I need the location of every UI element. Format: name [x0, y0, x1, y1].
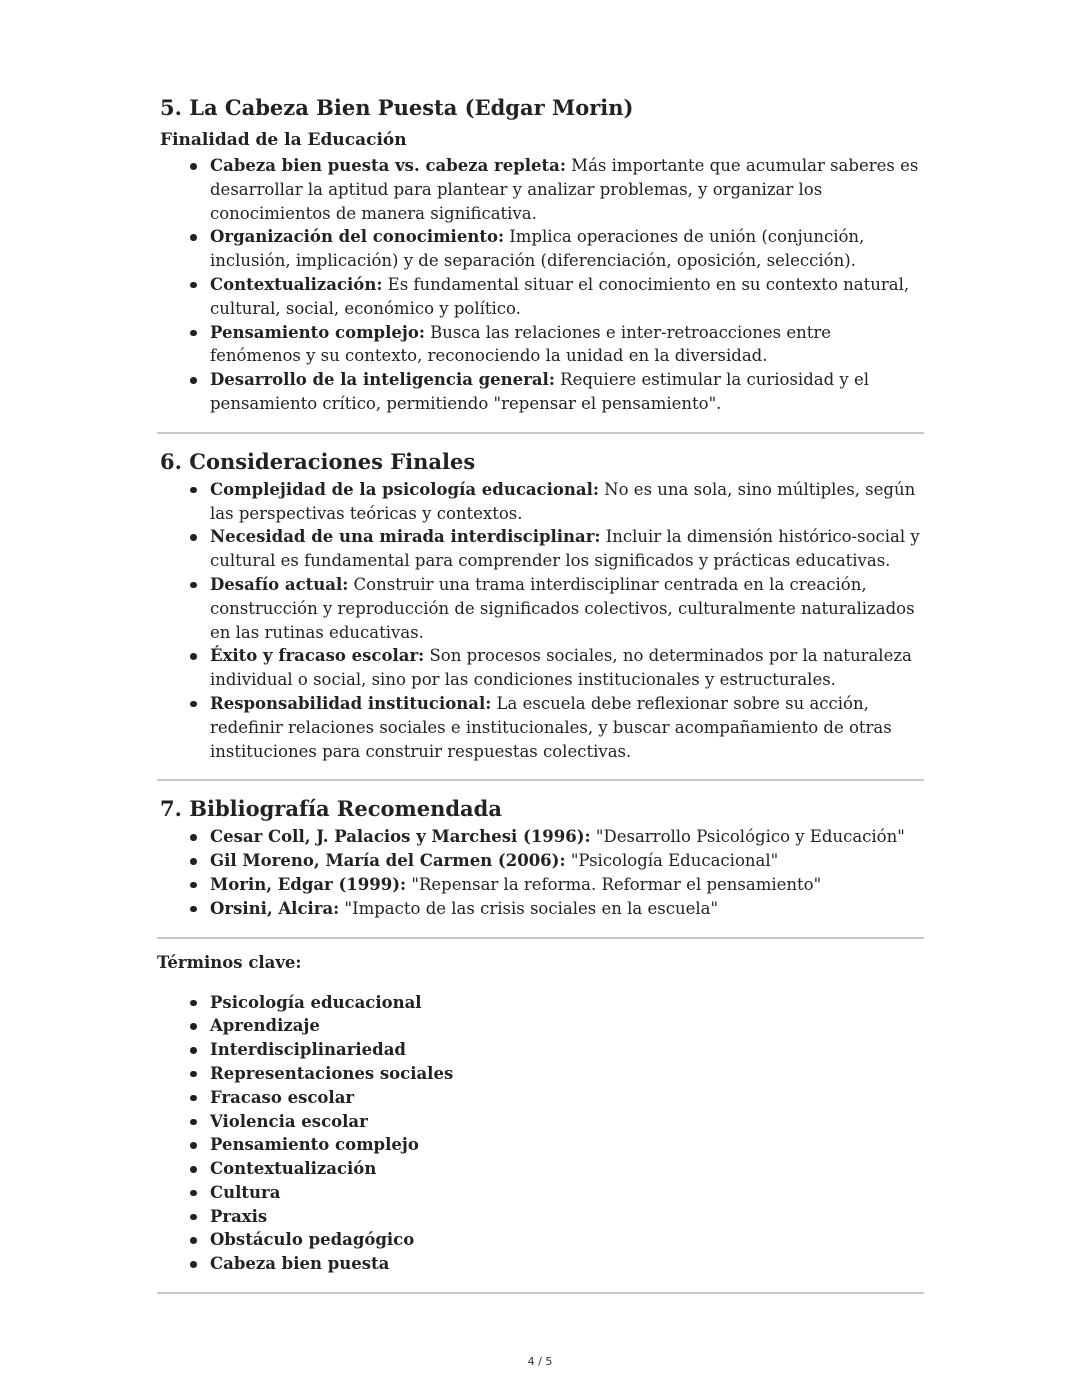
item-term: Responsabilidad institucional:	[210, 693, 492, 713]
section-5-list	[157, 154, 924, 416]
item-text: No es una sola, sino múltiples, según las perspectivas teóricas y contextos.	[210, 479, 916, 523]
keyword-item: Obstáculo pedagógico	[210, 1228, 924, 1252]
list-item	[210, 692, 924, 763]
item-text: "Psicología Educacional"	[565, 851, 779, 871]
keyword-item: Contextualización	[210, 1157, 924, 1181]
section-7-list	[157, 825, 924, 920]
section-7-title: 7. Bibliografía Recomendada	[160, 796, 502, 822]
keyword-item: Aprendizaje	[210, 1014, 924, 1038]
item-term: Orsini, Alcira:	[210, 898, 340, 918]
keyword-item: Representaciones sociales	[210, 1062, 924, 1086]
item-text: Busca las relaciones e inter-retroacciones entre fenómenos y su contexto, reconociendo la unidad en la diversidad.	[210, 322, 832, 366]
list-item	[210, 154, 924, 225]
keyword-item: Psicología educacional	[210, 991, 924, 1015]
item-term: Contextualización:	[210, 274, 383, 294]
item-text: "Impacto de las crisis sociales en la escuela"	[339, 898, 719, 918]
item-term: Cesar Coll, J. Palacios y Marchesi (1996):	[210, 827, 591, 847]
item-text: Son procesos sociales, no determinados por la naturaleza individual o social, sino por las condiciones institucionales y estructurales.	[210, 646, 912, 690]
item-text: Construir una trama interdisciplinar centrada en la creación, construcción y reproducción de significados colectivos, culturalmente naturalizados en las rutinas educativas.	[210, 574, 915, 642]
keywords-title: Términos clave:	[157, 952, 302, 972]
item-term: Morin, Edgar (1999):	[210, 874, 407, 894]
document-page	[157, 92, 924, 1294]
list-item	[210, 825, 924, 849]
section-divider	[157, 937, 924, 939]
list-item	[210, 273, 924, 321]
item-text: Incluir la dimensión histórico-social y cultural es fundamental para comprender los significados y prácticas educativas.	[210, 527, 920, 571]
item-text: Es fundamental situar el conocimiento en su contexto natural, cultural, social, económico y político.	[210, 274, 910, 318]
section-5-subtitle: Finalidad de la Educación	[160, 130, 407, 150]
section-5-title: 5. La Cabeza Bien Puesta (Edgar Morin)	[160, 95, 634, 120]
item-text: "Desarrollo Psicológico y Educación"	[590, 827, 905, 847]
keywords-list	[157, 991, 924, 1277]
keyword-item: Cabeza bien puesta	[210, 1252, 924, 1276]
keyword-item: Fracaso escolar	[210, 1086, 924, 1110]
section-6-title: 6. Consideraciones Finales	[160, 448, 476, 474]
item-term: Pensamiento complejo:	[210, 322, 425, 342]
list-item	[210, 644, 924, 692]
item-text: Requiere estimular la curiosidad y el pensamiento crítico, permitiendo "repensar el pensamiento".	[210, 370, 870, 413]
item-text: La escuela debe reflexionar sobre su acción, redefinir relaciones sociales e institucionales, y buscar acompañamiento de otras instituciones para construir respuestas colectivas.	[210, 693, 892, 761]
keyword-item: Interdisciplinariedad	[210, 1038, 924, 1062]
list-item	[210, 849, 924, 873]
list-item	[210, 873, 924, 897]
section-divider	[157, 432, 924, 434]
list-item	[210, 525, 924, 573]
keyword-item: Pensamiento complejo	[210, 1133, 924, 1157]
list-item	[210, 897, 924, 921]
item-term: Éxito y fracaso escolar:	[210, 646, 425, 666]
keyword-item: Cultura	[210, 1181, 924, 1205]
item-term: Cabeza bien puesta vs. cabeza repleta:	[210, 156, 566, 175]
keyword-item: Praxis	[210, 1205, 924, 1229]
section-divider	[157, 1292, 924, 1294]
item-term: Desarrollo de la inteligencia general:	[210, 370, 555, 390]
list-item	[210, 573, 924, 644]
item-text: Más importante que acumular saberes es desarrollar la aptitud para plantear y analizar problemas, y organizar los conocimientos de manera significativa.	[210, 156, 919, 223]
section-6-list	[157, 478, 924, 764]
keyword-item: Violencia escolar	[210, 1110, 924, 1134]
section-divider	[157, 779, 924, 781]
page-number: 4 / 5	[527, 1355, 553, 1368]
item-term: Desafío actual:	[210, 574, 349, 594]
item-text: Implica operaciones de unión (conjunción, inclusión, implicación) y de separación (diferenciación, oposición, selección).	[210, 227, 865, 271]
list-item	[210, 368, 924, 416]
item-term: Necesidad de una mirada interdisciplinar:	[210, 527, 601, 547]
item-term: Organización del conocimiento:	[210, 227, 505, 247]
list-item	[210, 321, 924, 369]
item-text: "Repensar la reforma. Reformar el pensamiento"	[406, 874, 822, 894]
list-item	[210, 225, 924, 273]
item-term: Complejidad de la psicología educacional:	[210, 479, 599, 499]
item-term: Gil Moreno, María del Carmen (2006):	[210, 851, 566, 871]
list-item	[210, 478, 924, 526]
